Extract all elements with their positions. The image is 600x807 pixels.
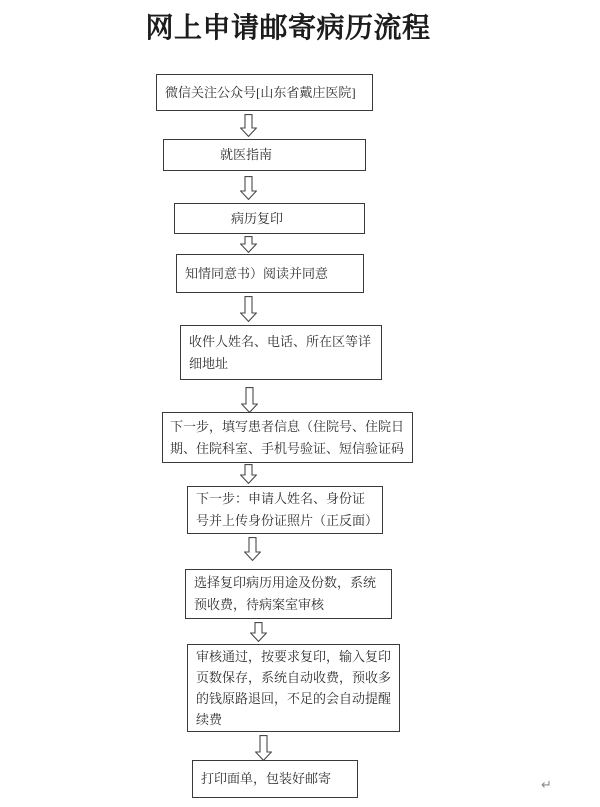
flow-step-applicant-id	[187, 486, 383, 534]
flow-step-copy-purpose	[185, 569, 392, 619]
flow-step-patient-info	[162, 412, 413, 463]
flow-step-label: 病历复印	[231, 210, 284, 226]
flow-step-consent	[176, 254, 364, 293]
flow-step-print-mail	[192, 760, 358, 798]
flow-step-recipient-info	[180, 325, 382, 380]
flow-step-label: 就医指南	[220, 147, 273, 162]
flow-step-label: 审核通过，按要求复印，输入复印页数保存，系统自动收费，预收多的钱原路退回，不足的会自动提醒续费	[196, 649, 392, 727]
down-arrow-icon	[244, 537, 261, 561]
flow-step-label: 打印面单，包装好邮寄	[201, 771, 332, 786]
flow-step-label: 收件人姓名、电话、所在区等详细地址	[189, 333, 372, 371]
down-arrow-icon	[255, 735, 272, 761]
flow-step-label: 选择复印病历用途及份数，系统预收费，待病案室审核	[194, 575, 377, 612]
paragraph-mark: ↵	[541, 778, 552, 793]
down-arrow-icon	[240, 296, 257, 322]
down-arrow-icon	[240, 176, 257, 200]
flow-step-label: 下一步，填写患者信息（住院号、住院日期、住院科室、手机号验证、短信验证码	[170, 418, 405, 456]
down-arrow-icon	[250, 622, 267, 642]
flow-step-review-payment	[187, 644, 400, 732]
down-arrow-icon	[240, 236, 257, 253]
down-arrow-icon	[240, 114, 257, 137]
flow-step-wechat-follow	[156, 74, 373, 111]
flow-step-label: 知情同意书）阅读并同意	[185, 265, 329, 281]
flow-step-medical-guide	[163, 139, 366, 171]
down-arrow-icon	[241, 387, 258, 413]
page-title: 网上申请邮寄病历流程	[145, 13, 431, 44]
flow-step-record-copy	[174, 203, 365, 234]
flow-step-label: 下一步：申请人姓名、身份证号并上传身份证照片（正反面）	[196, 491, 379, 528]
flow-step-label: 微信关注公众号[山东省戴庄医院]	[165, 84, 356, 100]
down-arrow-icon	[240, 464, 257, 484]
